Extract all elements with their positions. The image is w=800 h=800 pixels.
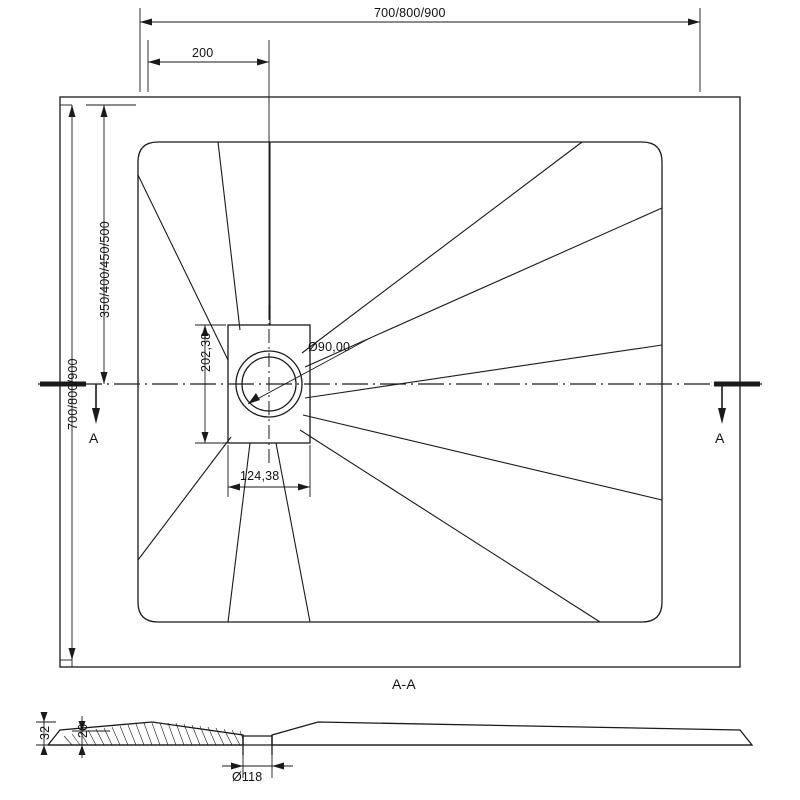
section-view-title: A-A xyxy=(392,676,416,692)
dim-label-top-overall: 700/800/900 xyxy=(374,6,446,20)
dim-label-drain-diameter: Ø90,00 xyxy=(308,340,351,354)
dim-top-offset xyxy=(148,40,269,320)
dim-label-top-offset: 200 xyxy=(192,46,214,60)
section-marker-label-right: A xyxy=(715,430,725,446)
section-arrow-head-left xyxy=(92,408,100,424)
dim-label-section-inner: 26 xyxy=(76,723,90,738)
dim-top-overall xyxy=(140,8,700,92)
dim-label-section-total: 32 xyxy=(38,725,52,740)
section-hatching xyxy=(64,723,243,745)
tray-inner-basin-outline xyxy=(138,142,662,622)
dim-label-drain-horizontal: 124,38 xyxy=(240,469,280,483)
slope-lines xyxy=(138,142,662,622)
dim-label-drain-vertical: 202,38 xyxy=(199,332,213,372)
section-arrow-head-right xyxy=(718,408,726,424)
section-arrows xyxy=(96,384,722,418)
dim-label-left-partial: 350/400/450/500 xyxy=(98,221,112,318)
tray-outer-outline xyxy=(60,97,740,667)
section-marker-label-left: A xyxy=(89,430,99,446)
dim-label-section-drain-width: Ø118 xyxy=(232,770,263,784)
dim-label-left-overall: 700/800/900 xyxy=(66,358,80,430)
section-tray-profile xyxy=(48,722,752,745)
